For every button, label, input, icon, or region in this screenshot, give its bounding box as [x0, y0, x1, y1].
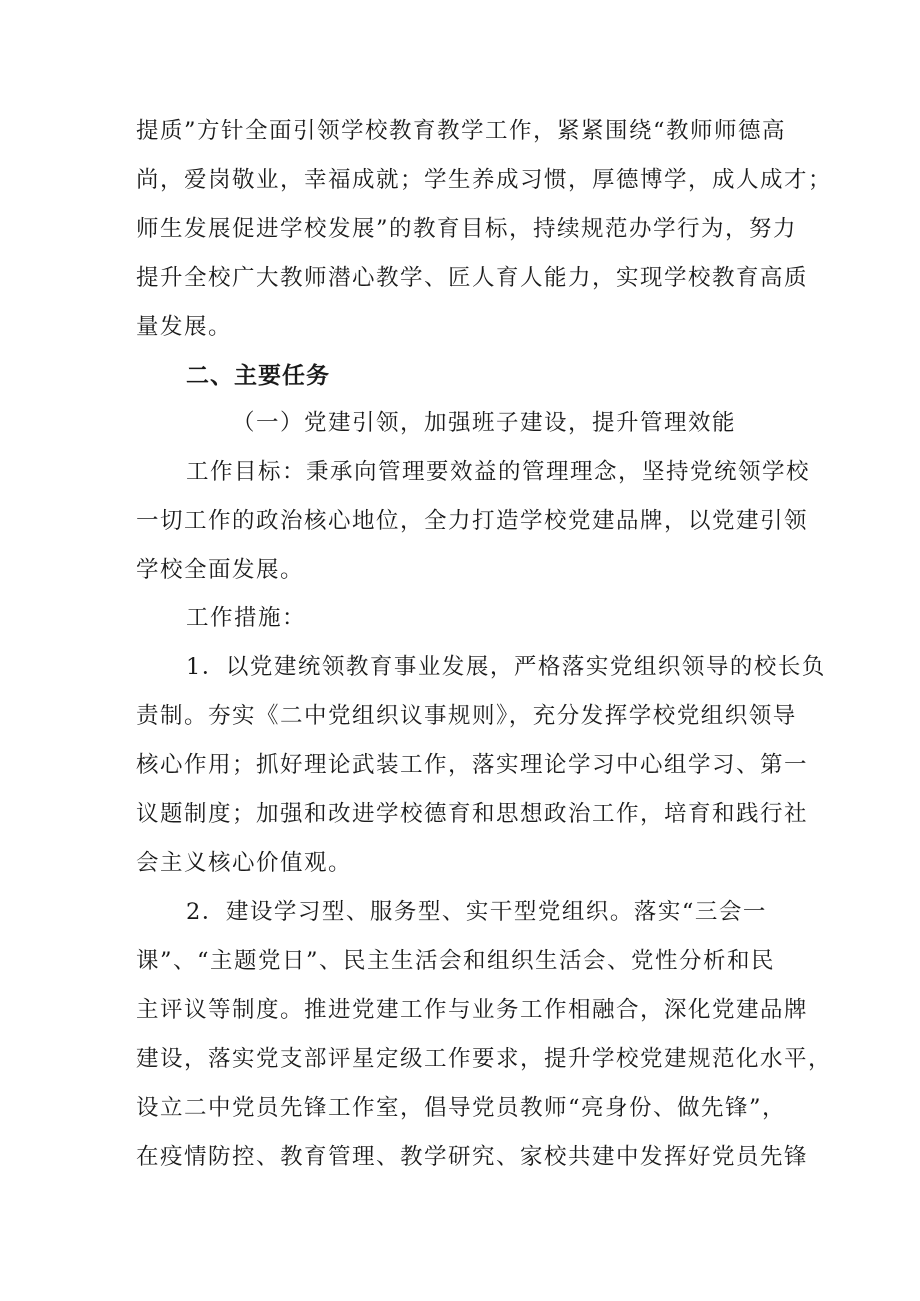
intro-line-2: 尚，爱岗敬业，幸福成就；学生养成习惯，厚德博学，成人成才； [136, 167, 833, 193]
item1-line-2: 责制。夯实《二中党组织议事规则》，充分发挥学校党组织领导 [136, 703, 797, 729]
item2-line-5: 设立二中党员先锋工作室，倡导党员教师“亮身份、做先锋”， [136, 1095, 787, 1121]
intro-line-1: 提质”方针全面引领学校教育教学工作，紧紧围绕“教师师德高 [136, 118, 787, 144]
subsection-heading: （一）党建引领，加强班子建设，提升管理效能 [232, 410, 737, 436]
intro-line-5: 量发展。 [136, 314, 233, 340]
section-heading: 二、主要任务 [186, 363, 330, 389]
item2-line-3: 主评议等制度。推进党建工作与业务工作相融合，深化党建品牌 [136, 997, 809, 1023]
measures-label: 工作措施： [186, 605, 307, 631]
item1-line-4: 议题制度；加强和改进学校德育和思想政治工作，培育和践行社 [136, 801, 809, 827]
item1-line-5: 会主义核心价值观。 [136, 850, 353, 876]
intro-line-4: 提升全校广大教师潜心教学、匠人育人能力，实现学校教育高质 [136, 265, 809, 291]
item1-line-1: 1．以党建统领教育事业发展，严格落实党组织领导的校长负 [186, 654, 826, 680]
intro-line-3: 师生发展促进学校发展”的教育目标，持续规范办学行为，努力 [136, 216, 798, 242]
goal-line-1: 工作目标：秉承向管理要效益的管理理念，坚持党统领学校 [186, 459, 811, 485]
goal-line-2: 一切工作的政治核心地位，全力打造学校党建品牌，以党建引领 [136, 508, 809, 534]
goal-line-3: 学校全面发展。 [136, 557, 305, 583]
item2-line-6: 在疫情防控、教育管理、教学研究、家校共建中发挥好党员先锋 [136, 1144, 809, 1170]
item1-line-3: 核心作用；抓好理论武装工作，落实理论学习中心组学习、第一 [136, 752, 809, 778]
item2-line-1: 2．建设学习型、服务型、实干型党组织。落实“三会一 [186, 899, 767, 925]
item2-line-4: 建设，落实党支部评星定级工作要求，提升学校党建规范化水平， [136, 1046, 833, 1072]
item2-line-2: 课”、“主题党日”、民主生活会和组织生活会、党性分析和民 [136, 948, 776, 974]
